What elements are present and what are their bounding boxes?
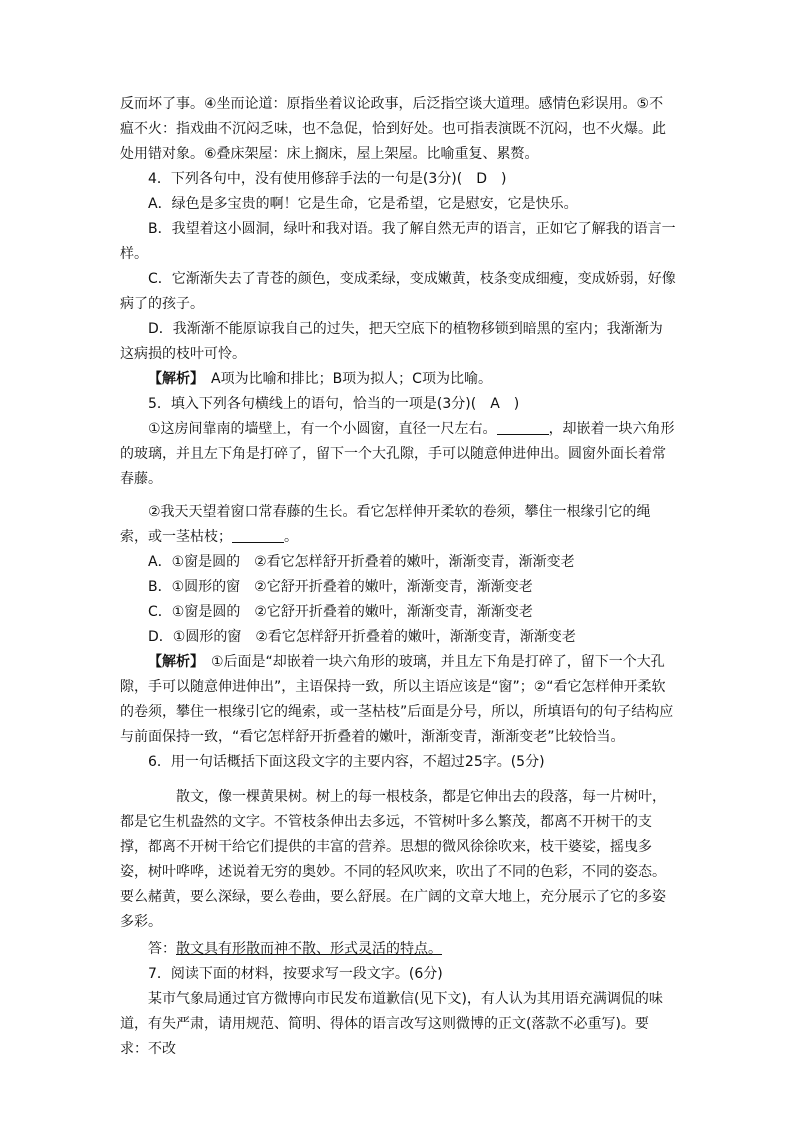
q6-stem: 6．用一句话概括下面这段文字的主要内容，不超过25字。(5分) xyxy=(148,754,545,770)
intro-paragraph: 反而坏了事。④坐而论道：原指坐着议论政事，后泛指空谈大道理。感情色彩误用。⑤不瘟不火：指戏曲不沉闷乏味，也不急促，恰到好处。也可指表演既不沉闷，也不火爆。此处用错对象。⑥叠床架屋：床上搁床，屋上架屋。比喻重复、累赘。 xyxy=(120,96,666,162)
q5-option-c: C．①窗是圆的 ②它舒开折叠着的嫩叶，渐渐变青，渐渐变老 xyxy=(148,604,533,620)
q4-option-a: A．绿色是多宝贵的啊！它是生命，它是希望，它是慰安，它是快乐。 xyxy=(148,196,578,212)
q4-analysis xyxy=(120,367,676,392)
q5-s1-part-b: ，却嵌着一块六角形的玻璃，并且左下角是打碎了，留下一个大孔隙，手可以随意伸进伸出。圆窗外面长着常春藤。 xyxy=(120,421,675,487)
q4-option-d: D．我渐渐不能原谅我自己的过失，把天空底下的植物移锁到暗黑的室内；我渐渐为这病损的枝叶可怜。 xyxy=(120,321,663,362)
q4-stem: 4．下列各句中，没有使用修辞手法的一句是(3分)( D ) xyxy=(148,171,507,187)
q4-option-b: B．我望着这小圆洞，绿叶和我对语。我了解自然无声的语言，正如它了解我的语言一样。 xyxy=(120,221,676,262)
q5-sentence-1 xyxy=(120,417,676,492)
q5-option-a: A．①窗是圆的 ②看它怎样舒开折叠着的嫩叶，渐渐变青，渐渐变老 xyxy=(148,554,575,570)
q7-stem: 7．阅读下面的材料，按要求写一段文字。(6分) xyxy=(148,966,443,982)
analysis-label: 【解析】 xyxy=(148,654,197,670)
q5-s2-part-a: ②我天天望着窗口常春藤的生长。看它怎样伸开柔软的卷须，攀住一根缘引它的绳索，或一茎枯枝； xyxy=(120,504,651,545)
q5-analysis xyxy=(120,650,676,750)
analysis-label: 【解析】 xyxy=(148,371,197,387)
answer-label: 答： xyxy=(148,941,176,957)
q5-option-d: D．①圆形的窗 ②看它怎样舒开折叠着的嫩叶，渐渐变青，渐渐变老 xyxy=(148,629,576,645)
q4-option-c: C．它渐渐失去了青苍的颜色，变成柔绿，变成嫩黄，枝条变成细瘦，变成娇弱，好像病了的孩子。 xyxy=(120,271,676,312)
q5-sentence-2 xyxy=(120,500,676,550)
q5-s1-part-a: ①这房间靠南的墙壁上，有一个小圆窗，直径一尺左右。 xyxy=(148,421,497,437)
page-content xyxy=(120,92,676,1062)
q4-analysis-text: A项为比喻和排比；B项为拟人；C项为比喻。 xyxy=(197,371,492,387)
q6-answer xyxy=(120,937,676,962)
fill-blank-2 xyxy=(232,528,284,543)
fill-blank-1 xyxy=(497,420,549,435)
q6-passage: 散文，像一棵黄果树。树上的每一根枝条，都是它伸出去的段落，每一片树叶，都是它生机盎然的文字。不管枝条伸出去多远，不管树叶多么繁茂，都离不开树干的支撑，都离不开树干给它们提供的丰富的营养。思想的微风徐徐吹来，枝干婆娑，摇曳多姿，树叶哗哗，述说着无穷的奥妙。不同的轻风吹来，吹出了不同的色彩，不同的姿态。要么赭黄，要么深绿，要么卷曲，要么舒展。在广阔的文章大地上，充分展示了它的多姿多彩。 xyxy=(120,789,666,930)
q5-option-b: B．①圆形的窗 ②它舒开折叠着的嫩叶，渐渐变青，渐渐变老 xyxy=(148,579,533,595)
q7-body: 某市气象局通过官方微博向市民发布道歉信(见下文)，有人认为其用语充满调侃的味道，有失严肃，请用规范、简明、得体的语言改写这则微博的正文(落款不必重写)。要求：不改 xyxy=(120,991,663,1057)
q5-s2-part-b: 。 xyxy=(284,529,298,545)
q5-analysis-text: ①后面是“却嵌着一块六角形的玻璃，并且左下角是打碎了，留下一个大孔隙，手可以随意伸进伸出”，主语保持一致，所以主语应该是“窗”；②“看它怎样伸开柔软的卷须，攀住一根缘引它的绳索，或一茎枯枝”后面是分号，所以，所填语句的句子结构应与前面保持一致，“看它怎样舒开折叠着的嫩叶，渐渐变青，渐渐变老”比较恰当。 xyxy=(120,654,674,745)
q5-stem: 5．填入下列各句横线上的语句，恰当的一项是(3分)( A ) xyxy=(148,396,520,412)
q6-answer-text: 散文具有形散而神不散、形式灵活的特点。 xyxy=(176,941,442,957)
